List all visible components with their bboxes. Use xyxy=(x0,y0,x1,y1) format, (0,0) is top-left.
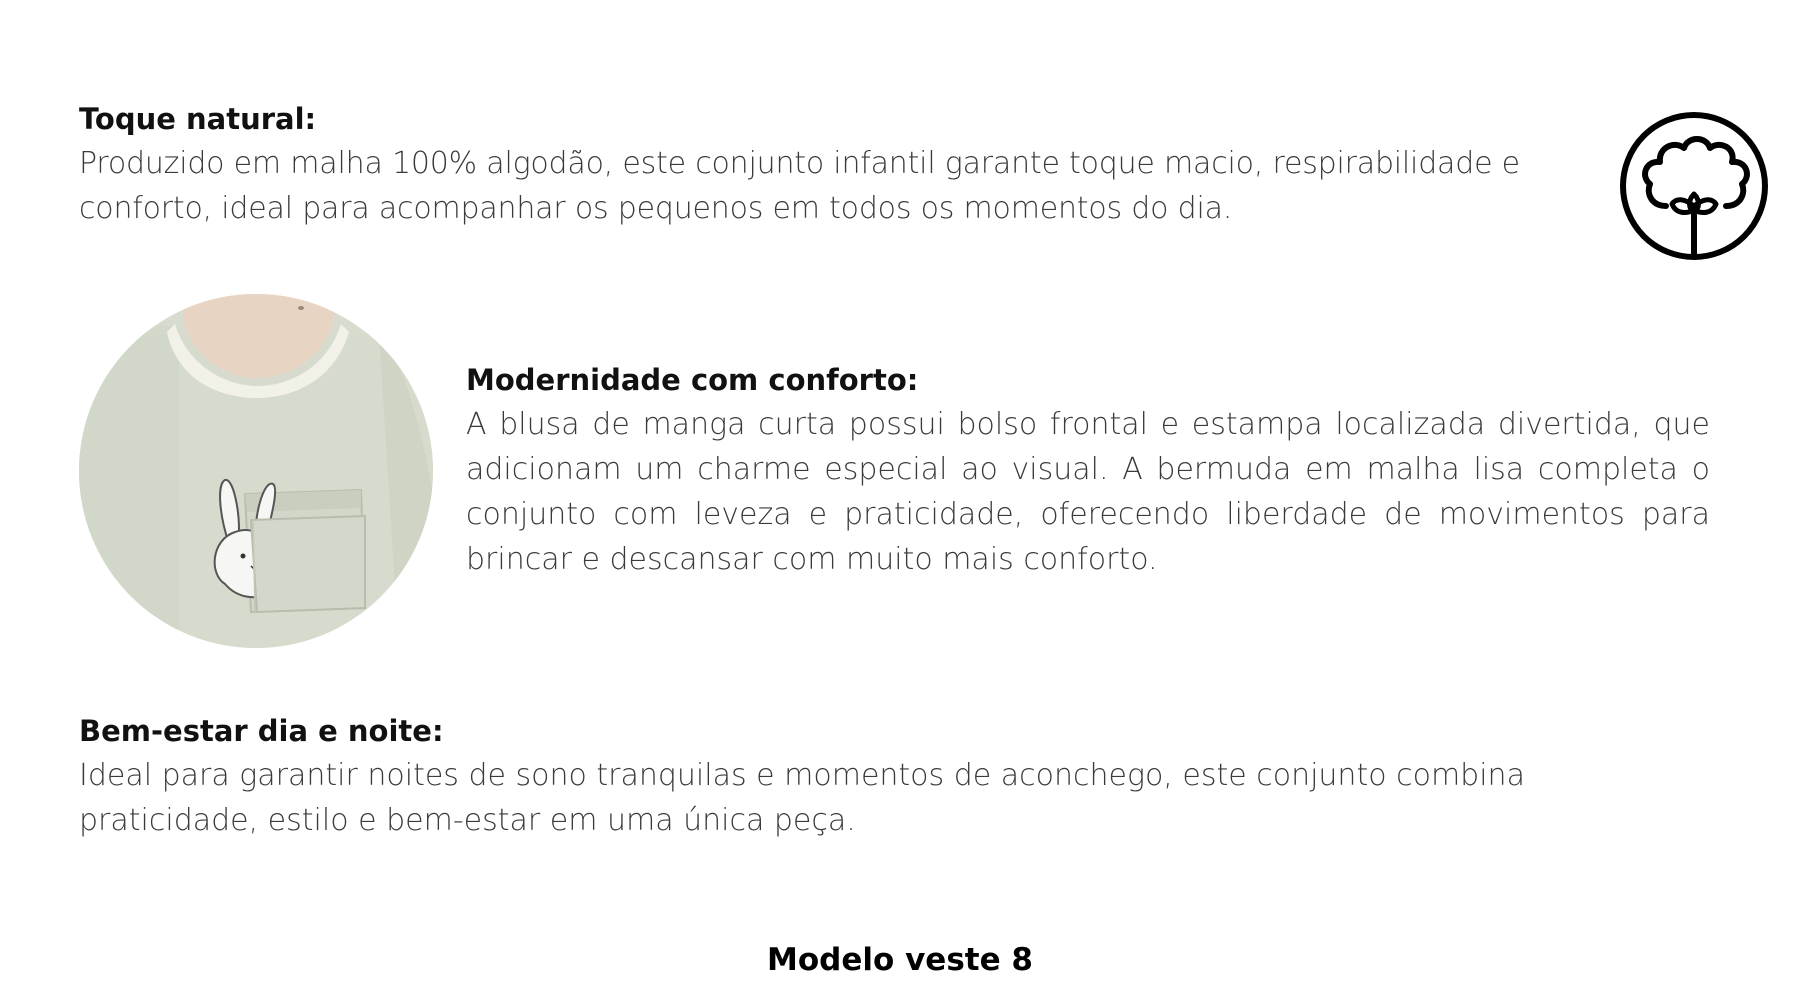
product-photo xyxy=(79,294,433,648)
section-modernidade-com-conforto xyxy=(466,358,1710,582)
section-text: Ideal para garantir noites de sono tranquilas e momentos de aconchego, este conjunto combina praticidade, estilo e bem-estar em uma única peça. xyxy=(79,758,1525,838)
model-size-label: Modelo veste 8 xyxy=(767,942,1033,978)
section-text: A blusa de manga curta possui bolso frontal e estampa localizada divertida, que adicionam um charme especial ao visual. A bermuda em malha lisa completa o conjunto com leveza e praticidade, oferecendo liberdade de movimentos para brincar e descansar com muito mais conforto. xyxy=(466,407,1710,577)
section-text: Produzido em malha 100% algodão, este conjunto infantil garante toque macio, respirabilidade e conforto, ideal para acompanhar os pequenos em todos os momentos do dia. xyxy=(79,146,1520,226)
section-title: Bem-estar dia e noite: xyxy=(79,714,444,748)
section-title: Toque natural: xyxy=(79,102,317,136)
section-toque-natural xyxy=(79,97,1599,231)
section-title: Modernidade com conforto: xyxy=(466,363,919,397)
section-bem-estar-dia-e-noite xyxy=(79,709,1679,843)
cotton-flower-icon xyxy=(1618,110,1770,262)
